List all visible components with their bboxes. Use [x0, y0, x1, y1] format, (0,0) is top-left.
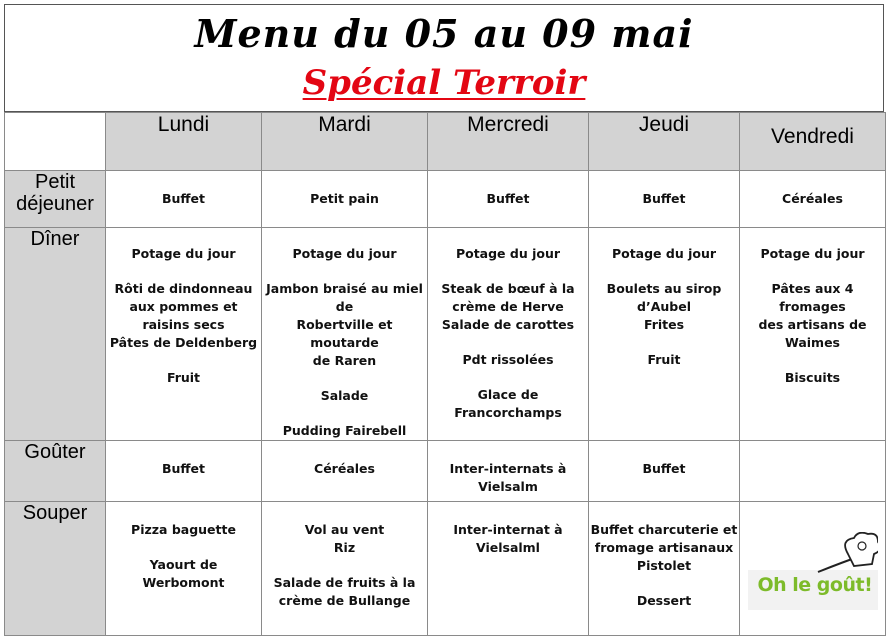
- day-header-mercredi: Mercredi: [428, 113, 589, 171]
- cell-souper-vendredi: [740, 502, 886, 636]
- menu-item: [262, 370, 427, 387]
- menu-item: Potage du jour: [131, 246, 236, 261]
- menu-item: Glace de Francorchamps: [454, 387, 562, 420]
- menu-item: Pistolet: [636, 558, 692, 573]
- logo-text: Oh le goût!: [757, 573, 873, 596]
- menu-item: Rôti de dindonneau: [114, 281, 253, 296]
- cell-diner-lundi: [106, 228, 262, 441]
- cell-gouter-jeudi: [589, 441, 740, 502]
- day-header-jeudi: Jeudi: [589, 113, 740, 171]
- menu-item: Potage du jour: [292, 246, 397, 261]
- menu-item: [262, 263, 427, 280]
- chef-hat-icon: [748, 532, 878, 612]
- menu-table: [4, 112, 886, 636]
- menu-item: raisins secs: [142, 317, 225, 332]
- menu-item: Werbomont: [142, 575, 225, 590]
- menu-item: [740, 352, 885, 369]
- corner-cell: [5, 113, 106, 171]
- cell-gouter-mercredi: [428, 441, 589, 502]
- row-label-diner: Dîner: [5, 228, 106, 441]
- row-souper: [5, 502, 886, 636]
- menu-item: [428, 369, 588, 386]
- cell-gouter-mardi: [262, 441, 428, 502]
- menu-item: Vol au vent: [304, 522, 385, 537]
- cell-souper-jeudi: [589, 502, 740, 636]
- cell-petit-dejeuner-lundi: Buffet: [106, 171, 262, 228]
- cell-petit-dejeuner-mercredi: Buffet: [428, 171, 589, 228]
- menu-item: [428, 334, 588, 351]
- menu-item: Steak de bœuf à la: [441, 281, 575, 296]
- row-label-gouter: Goûter: [5, 441, 106, 502]
- menu-item: Jambon braisé au miel de: [266, 281, 423, 314]
- menu-item: [262, 557, 427, 574]
- menu-item: Salade: [320, 388, 369, 403]
- menu-subtitle: Spécial Terroir: [302, 63, 586, 103]
- menu-item: Céréales: [314, 461, 375, 476]
- day-header-lundi: Lundi: [106, 113, 262, 171]
- menu-item: Riz: [333, 540, 356, 555]
- day-header-mardi: Mardi: [262, 113, 428, 171]
- menu-item: Pudding Fairebell: [282, 423, 407, 438]
- cell-petit-dejeuner-jeudi: Buffet: [589, 171, 740, 228]
- menu-item: Potage du jour: [455, 246, 561, 261]
- cell-petit-dejeuner-vendredi: Céréales: [740, 171, 886, 228]
- menu-item: Waimes: [784, 335, 840, 350]
- menu-item: [428, 263, 588, 280]
- menu-item: Biscuits: [784, 370, 841, 385]
- row-diner: [5, 228, 886, 441]
- cell-diner-jeudi: [589, 228, 740, 441]
- menu-item: fromage artisanaux: [594, 540, 734, 555]
- menu-item: Vielsalm: [478, 479, 538, 494]
- menu-item: [106, 539, 261, 556]
- menu-item: [589, 334, 739, 351]
- cell-diner-vendredi: [740, 228, 886, 441]
- menu-item: [589, 263, 739, 280]
- row-label-souper: Souper: [5, 502, 106, 636]
- menu-item: Potage du jour: [760, 246, 865, 261]
- menu-item: [589, 575, 739, 592]
- menu-item: des artisans de: [758, 317, 867, 332]
- row-gouter: [5, 441, 886, 502]
- menu-item: Pizza baguette: [131, 522, 236, 537]
- menu-item: Yaourt de: [149, 557, 218, 572]
- menu-item: de Raren: [312, 353, 377, 368]
- oh-le-gout-logo: [748, 532, 878, 612]
- menu-item: crème de Herve: [452, 299, 564, 314]
- menu-item: Buffet charcuterie et: [590, 522, 738, 537]
- menu-item: Boulets au sirop: [606, 281, 722, 296]
- menu-item: Inter-internat à: [453, 522, 563, 537]
- menu-item: Salade de fruits à la: [273, 575, 416, 590]
- menu-item: [106, 352, 261, 369]
- cell-gouter-vendredi: [740, 441, 886, 502]
- row-label-line: déjeuner: [16, 193, 94, 215]
- menu-item: [740, 263, 885, 280]
- menu-item: Potage du jour: [611, 246, 717, 261]
- menu-item: Salade de carottes: [441, 317, 575, 332]
- menu-item: Inter-internats à: [449, 461, 567, 476]
- day-header-vendredi: Vendredi: [740, 113, 886, 171]
- cell-souper-mardi: [262, 502, 428, 636]
- cell-souper-mercredi: [428, 502, 589, 636]
- row-label-line: Petit: [34, 171, 76, 193]
- cell-souper-lundi: [106, 502, 262, 636]
- menu-item: [262, 405, 427, 422]
- menu-item: aux pommes et: [129, 299, 238, 314]
- menu-item: Dessert: [636, 593, 692, 608]
- days-header-row: [5, 113, 886, 171]
- menu-item: Pâtes de Deldenberg: [109, 335, 258, 350]
- menu-item: Robertville et moutarde: [296, 317, 393, 350]
- cell-gouter-lundi: [106, 441, 262, 502]
- cell-diner-mercredi: [428, 228, 589, 441]
- menu-item: d’Aubel: [637, 299, 691, 314]
- menu-item: Buffet: [642, 461, 686, 476]
- menu-item: Frites: [643, 317, 685, 332]
- row-petit-dejeuner: [5, 171, 886, 228]
- menu-title: Menu du 05 au 09 mai: [194, 11, 694, 56]
- cell-diner-mardi: [262, 228, 428, 441]
- menu-header: [4, 4, 884, 112]
- menu-item: Vielsalml: [476, 540, 540, 555]
- menu-item: Pâtes aux 4 fromages: [771, 281, 854, 314]
- menu-item: Pdt rissolées: [462, 352, 554, 367]
- row-label-petit-dejeuner: [5, 171, 106, 228]
- menu-item: Fruit: [647, 352, 681, 367]
- cell-petit-dejeuner-mardi: Petit pain: [262, 171, 428, 228]
- menu-item: crème de Bullange: [278, 593, 411, 608]
- menu-item: Fruit: [166, 370, 201, 385]
- menu-item: Buffet: [161, 461, 205, 476]
- menu-item: [106, 263, 261, 280]
